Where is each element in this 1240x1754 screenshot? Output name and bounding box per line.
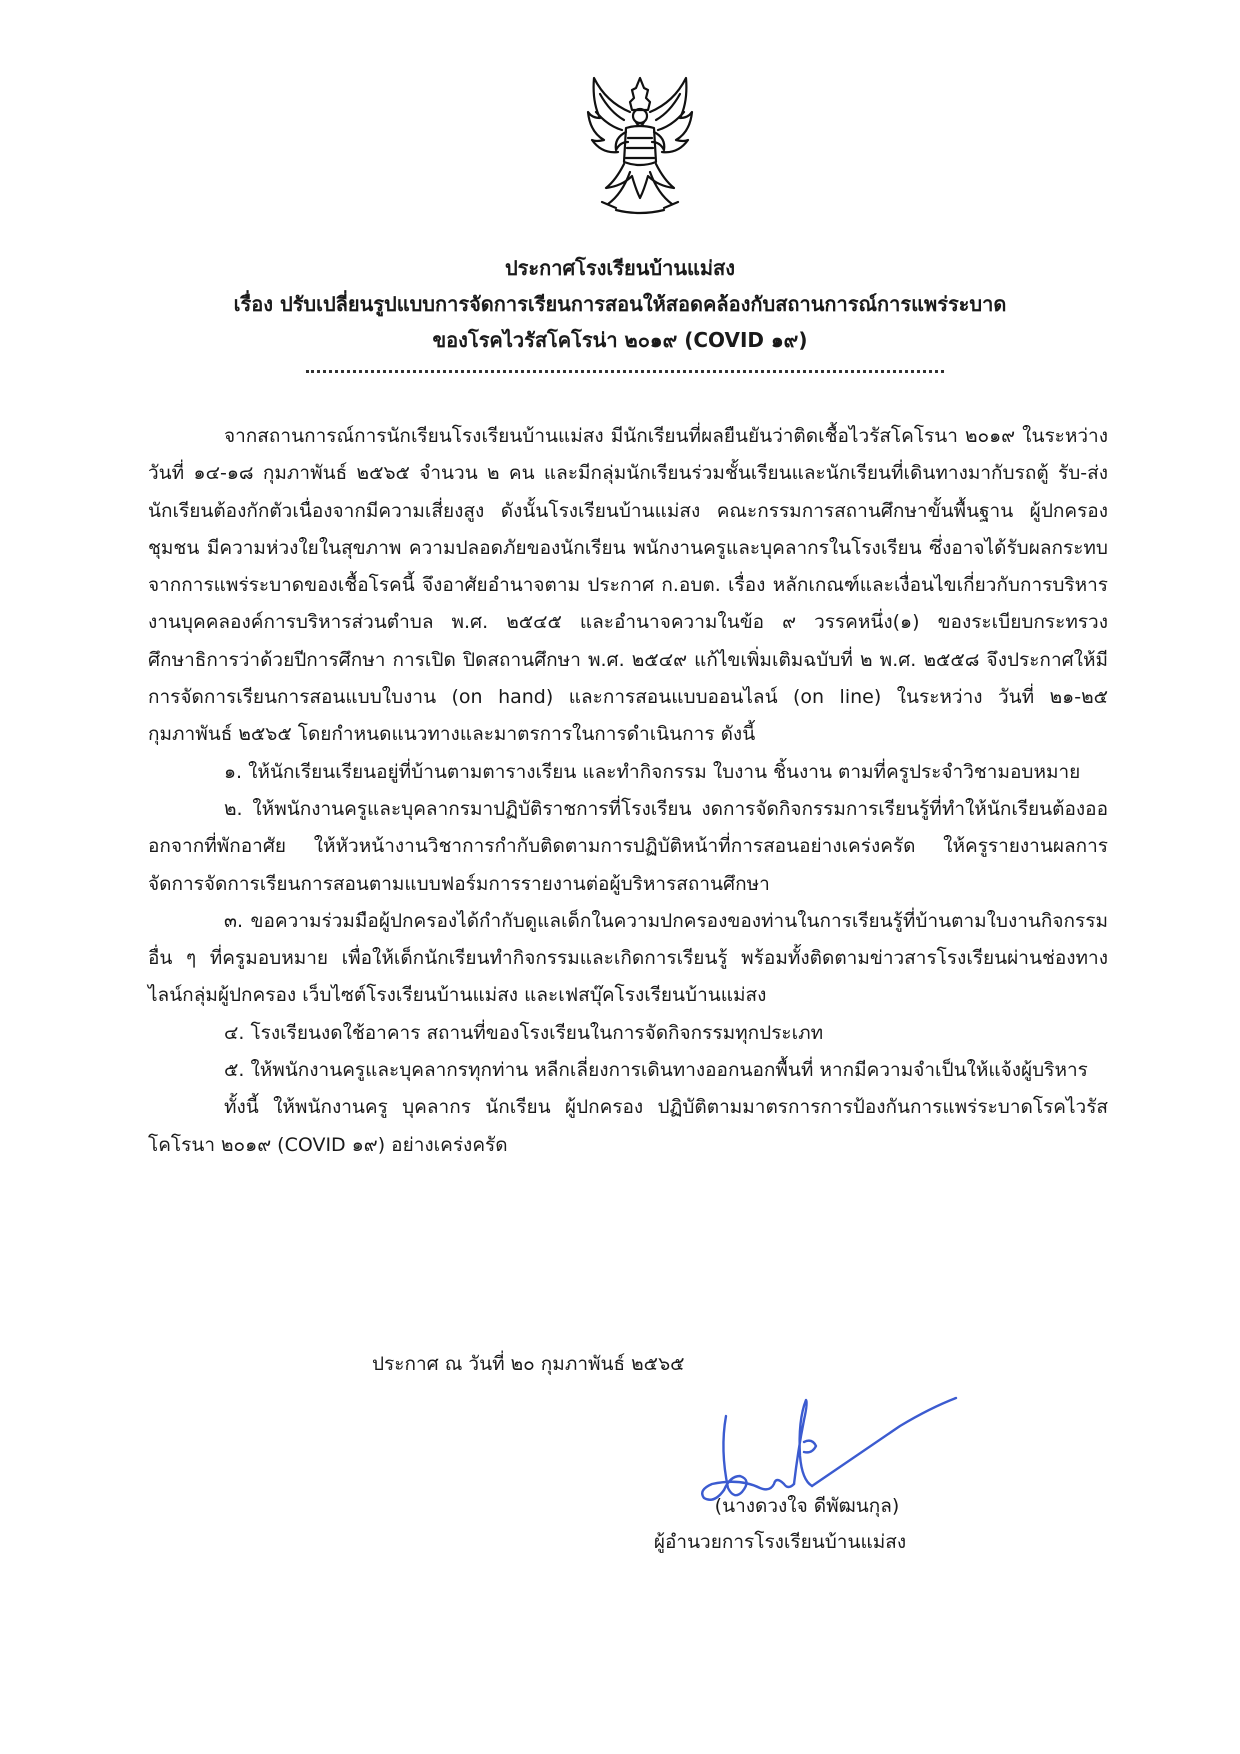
- measure-item: ๔. โรงเรียนงดใช้อาคาร สถานที่ของโรงเรียนในการจัดกิจกรรมทุกประเภท: [224, 1021, 824, 1044]
- announcement-date: ประกาศ ณ วันที่ ๒๐ กุมภาพันธ์ ๒๕๖๕: [372, 1353, 685, 1375]
- dotted-divider: [306, 368, 944, 373]
- announcement-subject-continued: ของโรคไวรัสโคโรน่า ๒๐๑๙ (COVID ๑๙): [432, 328, 808, 352]
- announcement-header: [140, 250, 1100, 358]
- announcement-title: ประกาศโรงเรียนบ้านแม่สง: [504, 256, 736, 280]
- signer-name: (นางดวงใจ ดีพัฒนกุล): [714, 1495, 900, 1517]
- announcement-subject: เรื่อง ปรับเปลี่ยนรูปแบบการจัดการเรียนการสอนให้สอดคล้องกับสถานการณ์การแพร่ระบาด: [233, 292, 1007, 316]
- measure-item: ๑. ให้นักเรียนเรียนอยู่ที่บ้านตามตารางเรียน และทำกิจกรรม ใบงาน ชิ้นงาน ตามที่ครูประจำวิชามอบหมาย: [224, 760, 1081, 783]
- measure-item: ๕. ให้พนักงานครูและบุคลากรทุกท่าน หลีกเลี่ยงการเดินทางออกนอกพื้นที่ หากมีความจำเป็นให้แจ้งผู้บริหาร: [224, 1059, 1088, 1082]
- closing-paragraph: ทั้งนี้ ให้พนักงานครู บุคลากร นักเรียน ผู้ปกครอง ปฏิบัติตามมาตรการการป้องกันการแพร่ระบาดโรคไวรัสโคโรนา ๒๐๑๙ (COVID ๑๙) อย่างเคร่งครัด: [148, 1096, 1108, 1156]
- announcement-body: [148, 418, 1108, 1164]
- measure-item: ๒. ให้พนักงานครูและบุคลากรมาปฏิบัติราชการที่โรงเรียน งดการจัดกิจกรรมการเรียนรู้ที่ทำให้นักเรียนต้องอออกจากที่พักอาศัย ให้หัวหน้างานวิชาการกำกับติดตามการปฏิบัติหน้าที่การสอนอย่างเคร่งครัด ให้ครูรายงานผลการจัดการจัดการเรียนการสอนตามแบบฟอร์มการรายงานต่อผู้บริหารสถานศึกษา: [148, 797, 1108, 895]
- intro-paragraph: จากสถานการณ์การนักเรียนโรงเรียนบ้านแม่สง มีนักเรียนที่ผลยืนยันว่าติดเชื้อไวรัสโคโรนา ๒๐๑๙ ในระหว่างวันที่ ๑๔-๑๘ กุมภาพันธ์ ๒๕๖๕ จำนวน ๒ คน และมีกลุ่มนักเรียนร่วมชั้นเรียนและนักเรียนที่เดินทางมากับรถตู้ รับ-ส่ง นักเรียนต้องกักตัวเนื่องจากมีความเสี่ยงสูง ดังนั้นโรงเรียนบ้านแม่สง คณะกรรมการสถานศึกษาขั้นพื้นฐาน ผู้ปกครอง ชุมชน มีความห่วงใยในสุขภาพ ความปลอดภัยของนักเรียน พนักงานครูและบุคลากรในโรงเรียน ซึ่งอาจได้รับผลกระทบจากการแพร่ระบาดของเชื้อโรคนี้ จึงอาศัยอำนาจตาม ประกาศ ก.อบต. เรื่อง หลักเกณฑ์และเงื่อนไขเกี่ยวกับการบริหารงานบุคคลองค์การบริหารส่วนตำบล พ.ศ. ๒๕๔๕ และอำนาจความในข้อ ๙ วรรคหนึ่ง(๑) ของระเบียบกระทรวงศึกษาธิการว่าด้วยปีการศึกษา การเปิด ปิดสถานศึกษา พ.ศ. ๒๕๔๙ แก้ไขเพิ่มเติมฉบับที่ ๒ พ.ศ. ๒๕๕๘ จึงประกาศให้มีการจัดการเรียนการสอนแบบใบงาน (on hand) และการสอนแบบออนไลน์ (on line) ในระหว่าง วันที่ ๒๑-๒๕ กุมภาพันธ์ ๒๕๖๕ โดยกำหนดแนวทางและมาตรการในการดำเนินการ ดังนี้: [148, 425, 1108, 746]
- measure-item: ๓. ขอความร่วมมือผู้ปกครองได้กำกับดูแลเด็กในความปกครองของท่านในการเรียนรู้ที่บ้านตามใบงานกิจกรรมอื่น ๆ ที่ครูมอบหมาย เพื่อให้เด็กนักเรียนทำกิจกรรมและเกิดการเรียนรู้ พร้อมทั้งติดตามข่าวสารโรงเรียนผ่านช่องทางไลน์กลุ่มผู้ปกครอง เว็บไซต์โรงเรียนบ้านแม่สง และเฟสบุ๊คโรงเรียนบ้านแม่สง: [148, 909, 1108, 1007]
- signer-title: ผู้อำนวยการโรงเรียนบ้านแม่สง: [653, 1531, 907, 1553]
- garuda-emblem-icon: [586, 72, 694, 218]
